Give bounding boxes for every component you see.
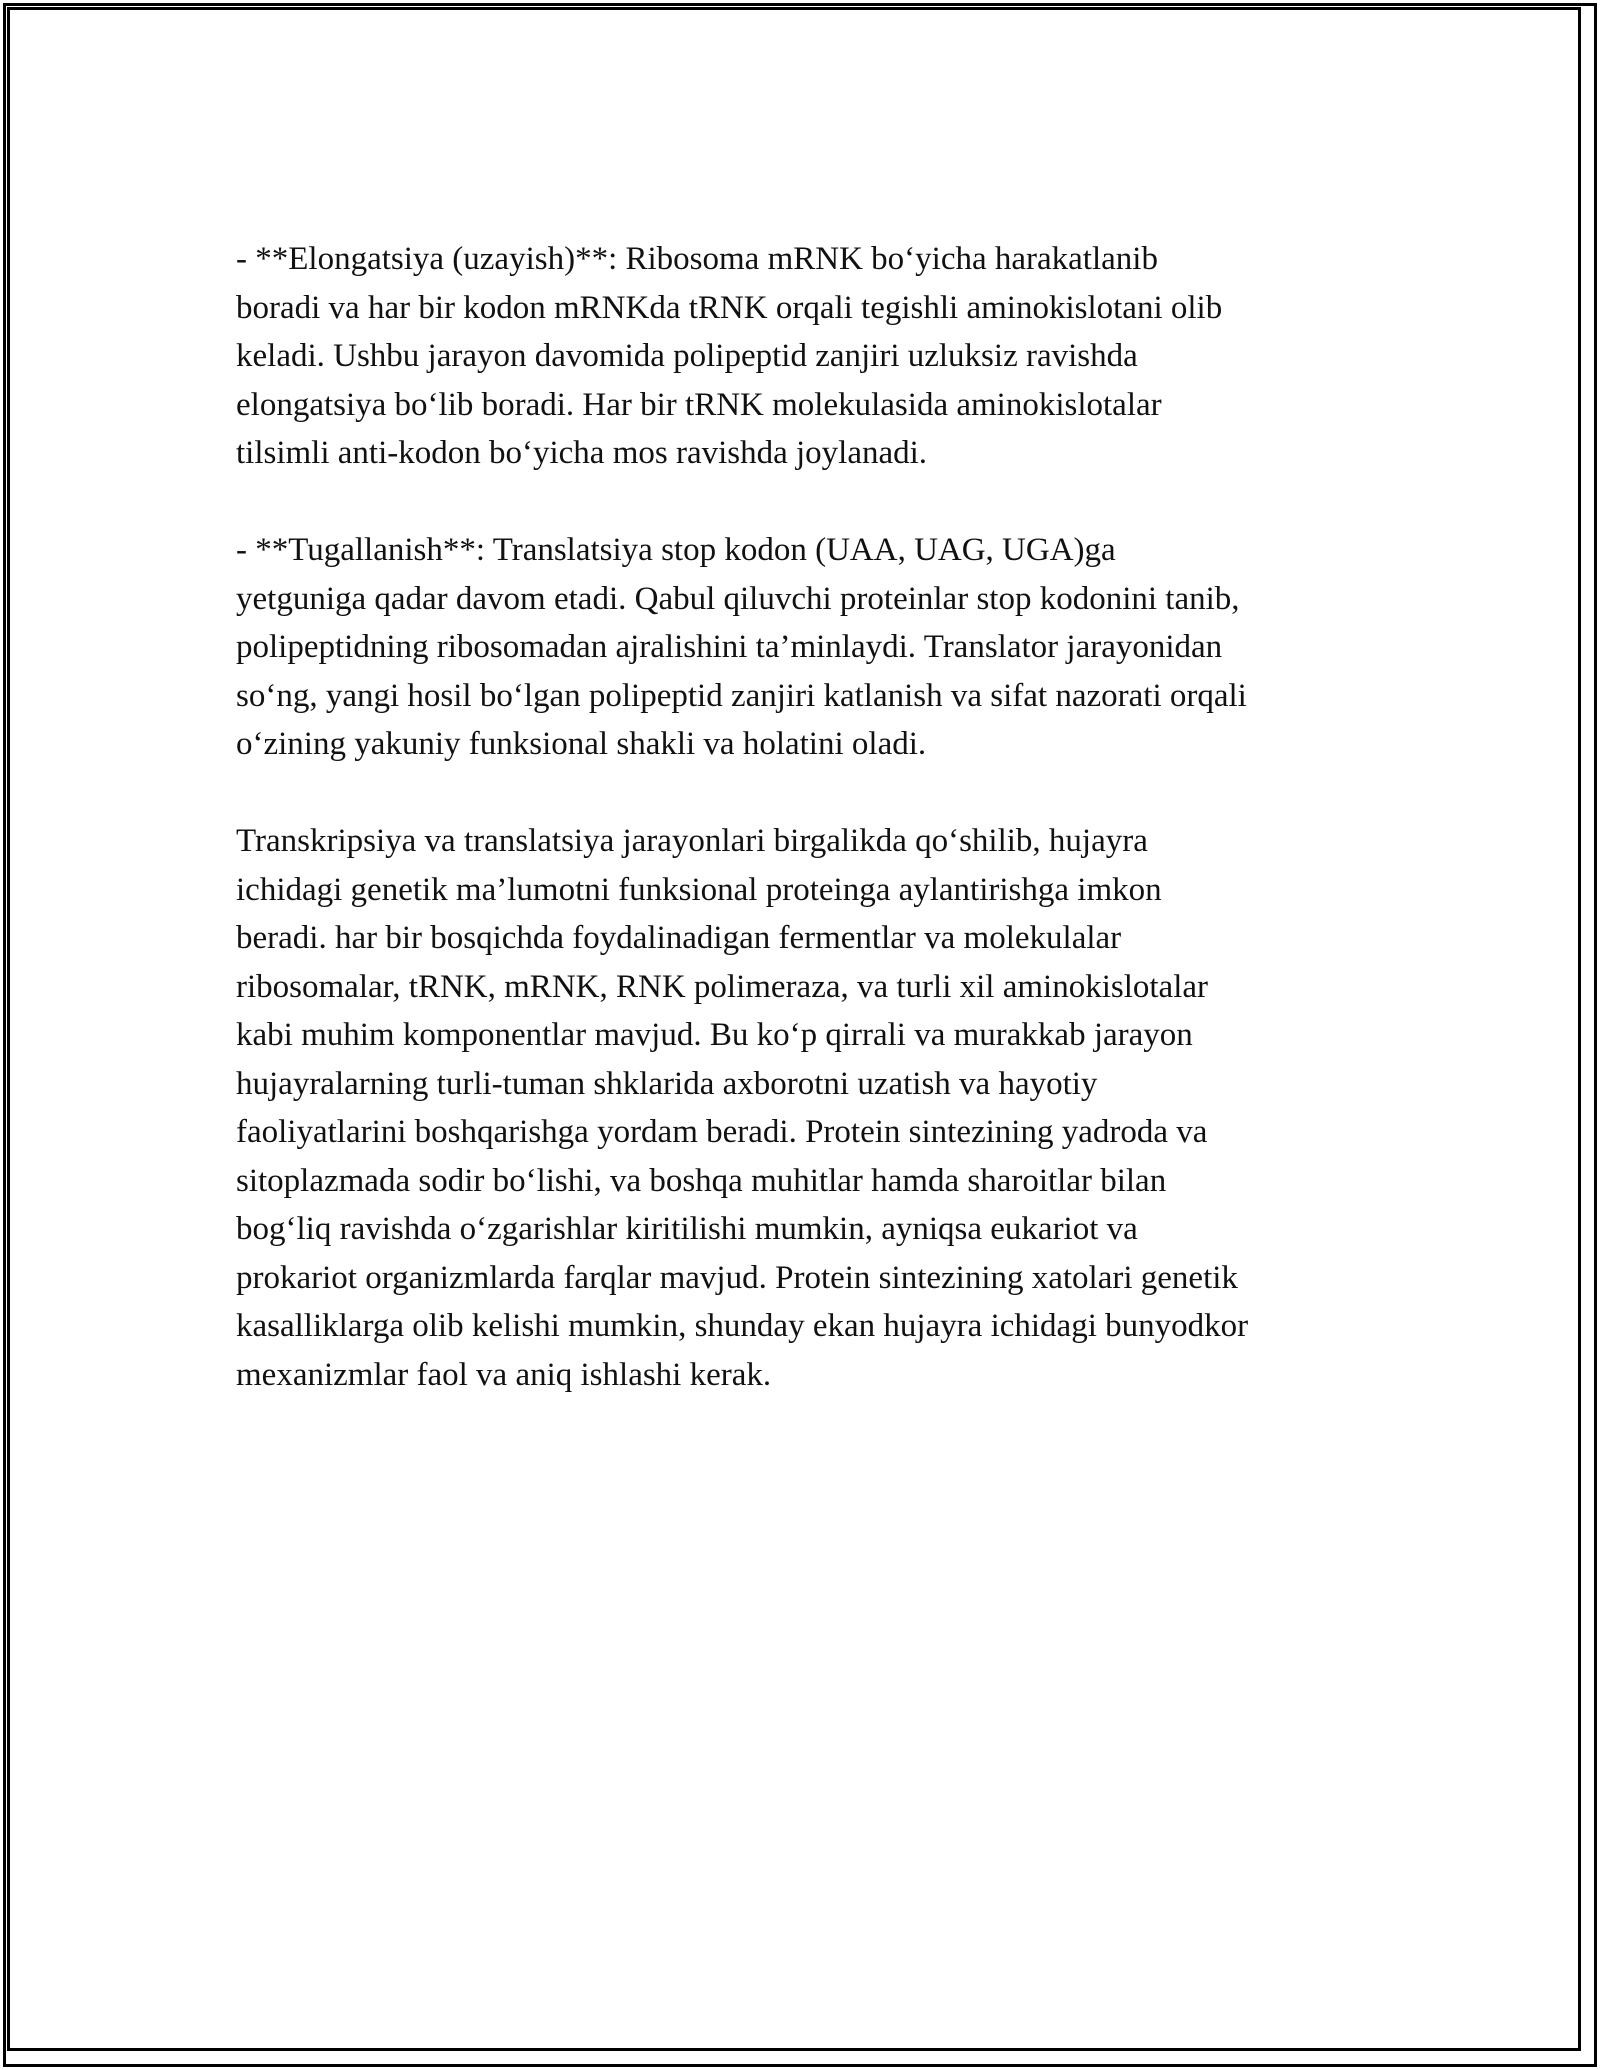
- paragraph-termination: - **Tugallanish**: Translatsiya stop kodon (UAA, UAG, UGA)ga yetguniga qadar davom etadi. Qabul qiluvchi proteinlar stop kodonini tanib, polipeptidning ribosomadan ajralishini ta’minlaydi. Translator jarayonidan so‘ng, yangi hosil bo‘lgan polipeptid zanjiri katlanish va sifat nazorati orqali o‘zining yakuniy funksional shakli va holatini oladi.: [236, 532, 1247, 762]
- document-body: [236, 235, 1386, 1399]
- paragraph-elongation: - **Elongatsiya (uzayish)**: Ribosoma mRNK bo‘yicha harakatlanib boradi va har bir kodon mRNKda tRNK orqali tegishli aminokislotani olib keladi. Ushbu jarayon davomida polipeptid zanjiri uzluksiz ravishda elongatsiya bo‘lib boradi. Har bir tRNK molekulasida aminokislotalar tilsimli anti-kodon bo‘yicha mos ravishda joylanadi.: [236, 241, 1223, 471]
- paragraph-summary: Transkripsiya va translatsiya jarayonlari birgalikda qo‘shilib, hujayra ichidagi genetik ma’lumotni funksional proteinga aylantirishga imkon beradi. har bir bosqichda foydalinadigan fermentlar va molekulalar ribosomalar, tRNK, mRNK, RNK polimeraza, va turli xil aminokislotalar kabi muhim komponentlar mavjud. Bu ko‘p qirrali va murakkab jarayon hujayralarning turli-tuman shklarida axborotni uzatish va hayotiy faoliyatlarini boshqarishga yordam beradi. Protein sintezining yadroda va sitoplazmada sodir bo‘lishi, va boshqa muhitlar hamda sharoitlar bilan bog‘liq ravishda o‘zgarishlar kiritilishi mumkin, ayniqsa eukariot va prokariot organizmlarda farqlar mavjud. Protein sintezining xatolari genetik kasalliklarga olib kelishi mumkin, shunday ekan hujayra ichidagi bunyodkor mexanizmlar faol va aniq ishlashi kerak.: [236, 823, 1249, 1393]
